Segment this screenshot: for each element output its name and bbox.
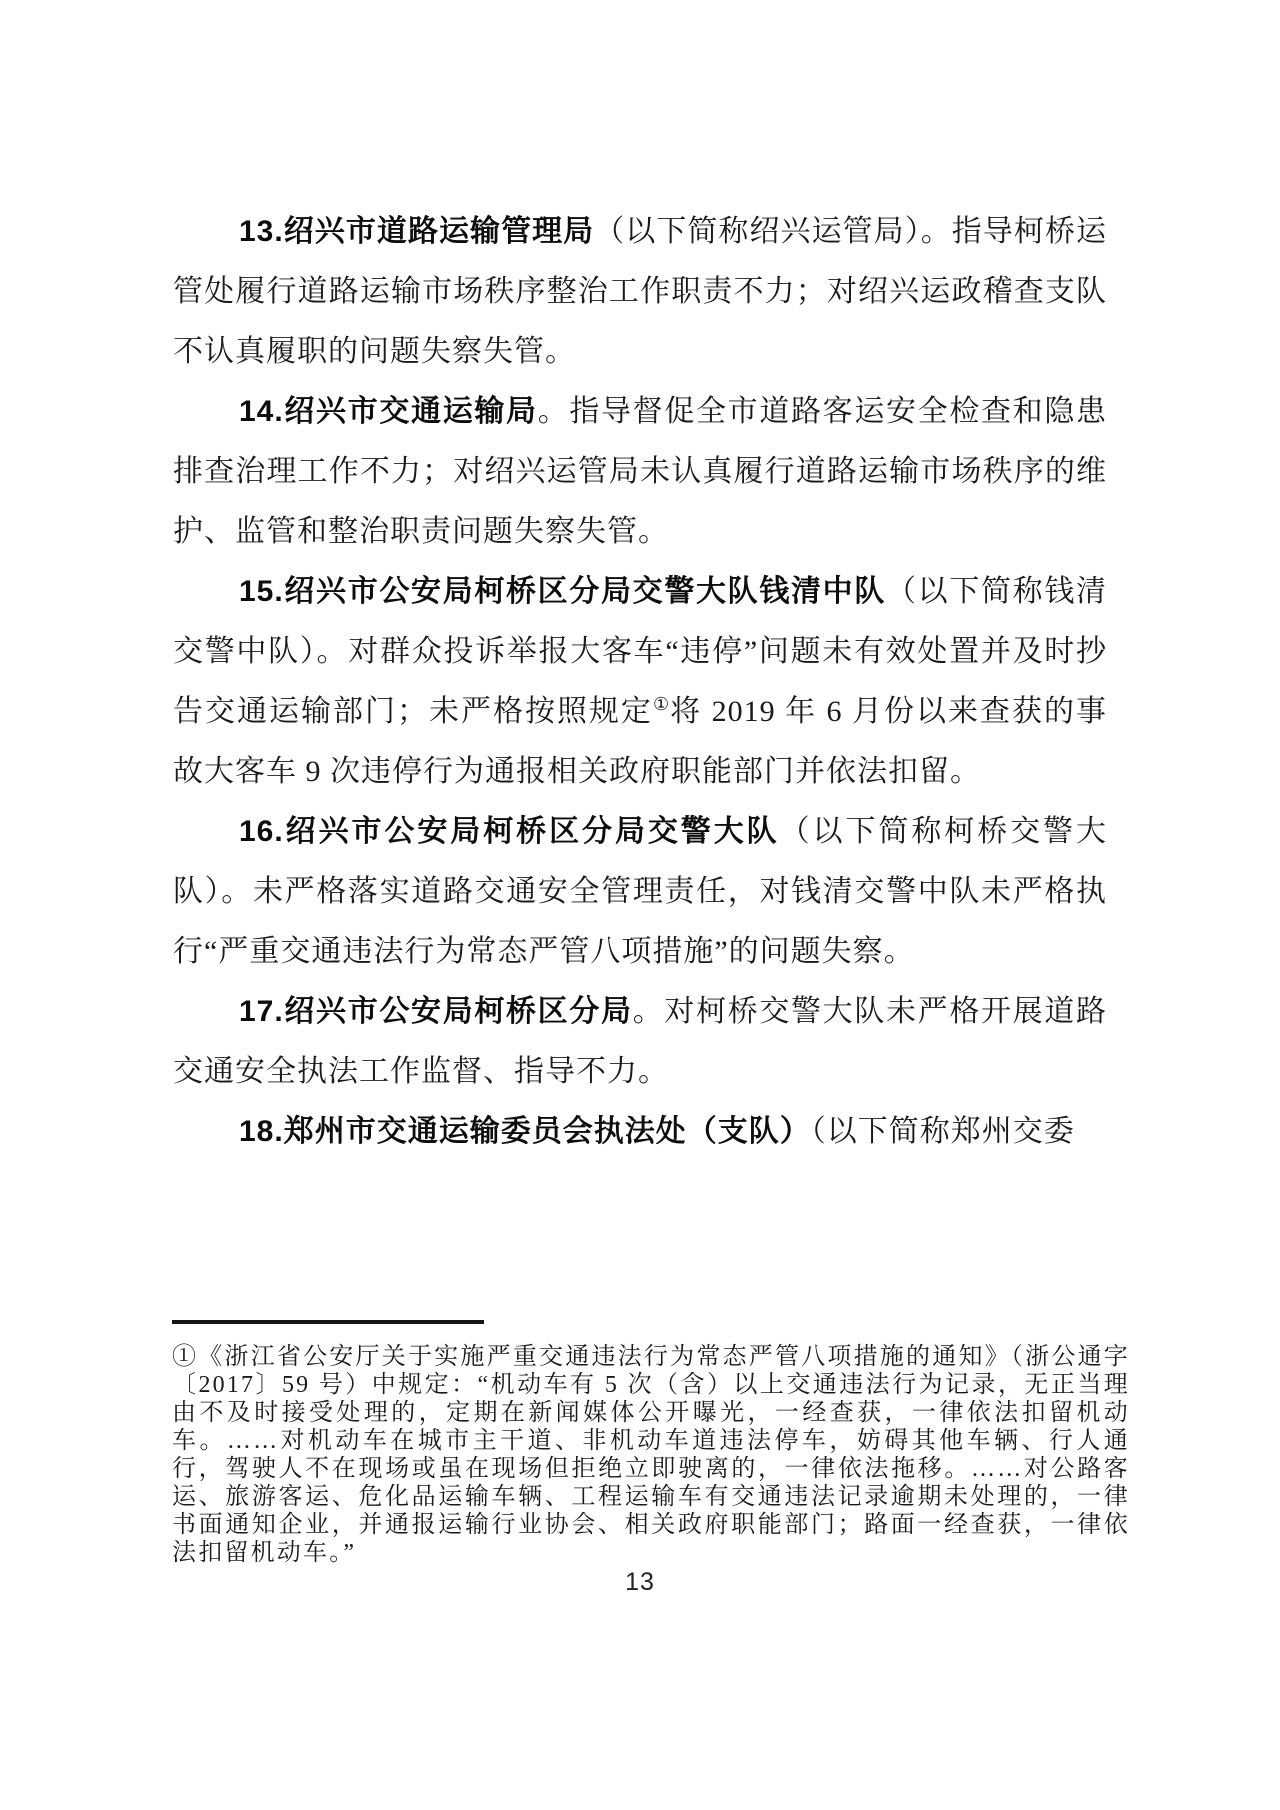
org-name-bold-14: 14.绍兴市交通运输局 [239,395,538,428]
page-number: 13 [625,1568,655,1596]
paragraph-item-13 [173,202,1107,382]
paragraph-text-15a: （以下简称钱清交警中队）。对群众投诉举报大客车“违停”问题未有效处置并及时抄告交通运输部门；未严格按照规定 [173,575,1107,728]
document-body [173,202,1107,1162]
footnote-text: ①《浙江省公安厅关于实施严重交通违法行为常态严管八项措施的通知》（浙公通字〔2017〕59 号）中规定：“机动车有 5 次（含）以上交通违法行为记录，无正当理由不及时接受处理的，定期在新闻媒体公开曝光，一经查获，一律依法扣留机动车。……对机动车在城市主干道、非机动车道违法停车，妨碍其他车辆、行人通行，驾驶人不在现场或虽在现场但拒绝立即驶离的，一律依法拖移。……对公路客运、旅游客运、危化品运输车辆、工程运输车有交通违法记录逾期未处理的，一律书面通知企业，并通报运输行业协会、相关政府职能部门；路面一经查获，一律依法扣留机动车。” [172,1344,1130,1566]
paragraph-item-15 [173,562,1107,802]
paragraph-text-15b: 将 2019 年 6 月份以来查获的事故大客车 9 次违停行为通报相关政府职能部门并依法扣留。 [173,695,1108,788]
paragraph-item-16 [173,802,1107,982]
org-name-bold-18: 18.郑州市交通运输委员会执法处（支队） [239,1115,811,1148]
paragraph-text-14: 。指导督促全市道路客运安全检查和隐患排查治理工作不力；对绍兴运管局未认真履行道路运输市场秩序的维护、监管和整治职责问题失察失管。 [173,395,1107,548]
org-name-bold-17: 17.绍兴市公安局柯桥区分局 [239,995,633,1028]
org-name-bold-15: 15.绍兴市公安局柯桥区分局交警大队钱清中队 [239,575,886,608]
paragraph-item-17 [173,982,1107,1102]
paragraph-text-18: （以下简称郑州交委 [810,1115,1075,1148]
footnote-ref-marker: ① [652,694,671,714]
org-name-bold-16: 16.绍兴市公安局柯桥区分局交警大队 [239,815,780,848]
footnote [172,1343,1130,1567]
org-name-bold-13: 13.绍兴市道路运输管理局 [239,215,595,248]
paragraph-item-14 [173,382,1107,562]
paragraph-text-13: （以下简称绍兴运管局）。指导柯桥运管处履行道路运输市场秩序整治工作职责不力；对绍兴运政稽查支队不认真履职的问题失察失管。 [173,215,1107,368]
paragraph-text-17: 。对柯桥交警大队未严格开展道路交通安全执法工作监督、指导不力。 [173,995,1107,1088]
paragraph-item-18 [173,1102,1107,1162]
footnote-separator [172,1320,484,1324]
paragraph-text-16: （以下简称柯桥交警大队）。未严格落实道路交通安全管理责任，对钱清交警中队未严格执行“严重交通违法行为常态严管八项措施”的问题失察。 [173,815,1107,968]
